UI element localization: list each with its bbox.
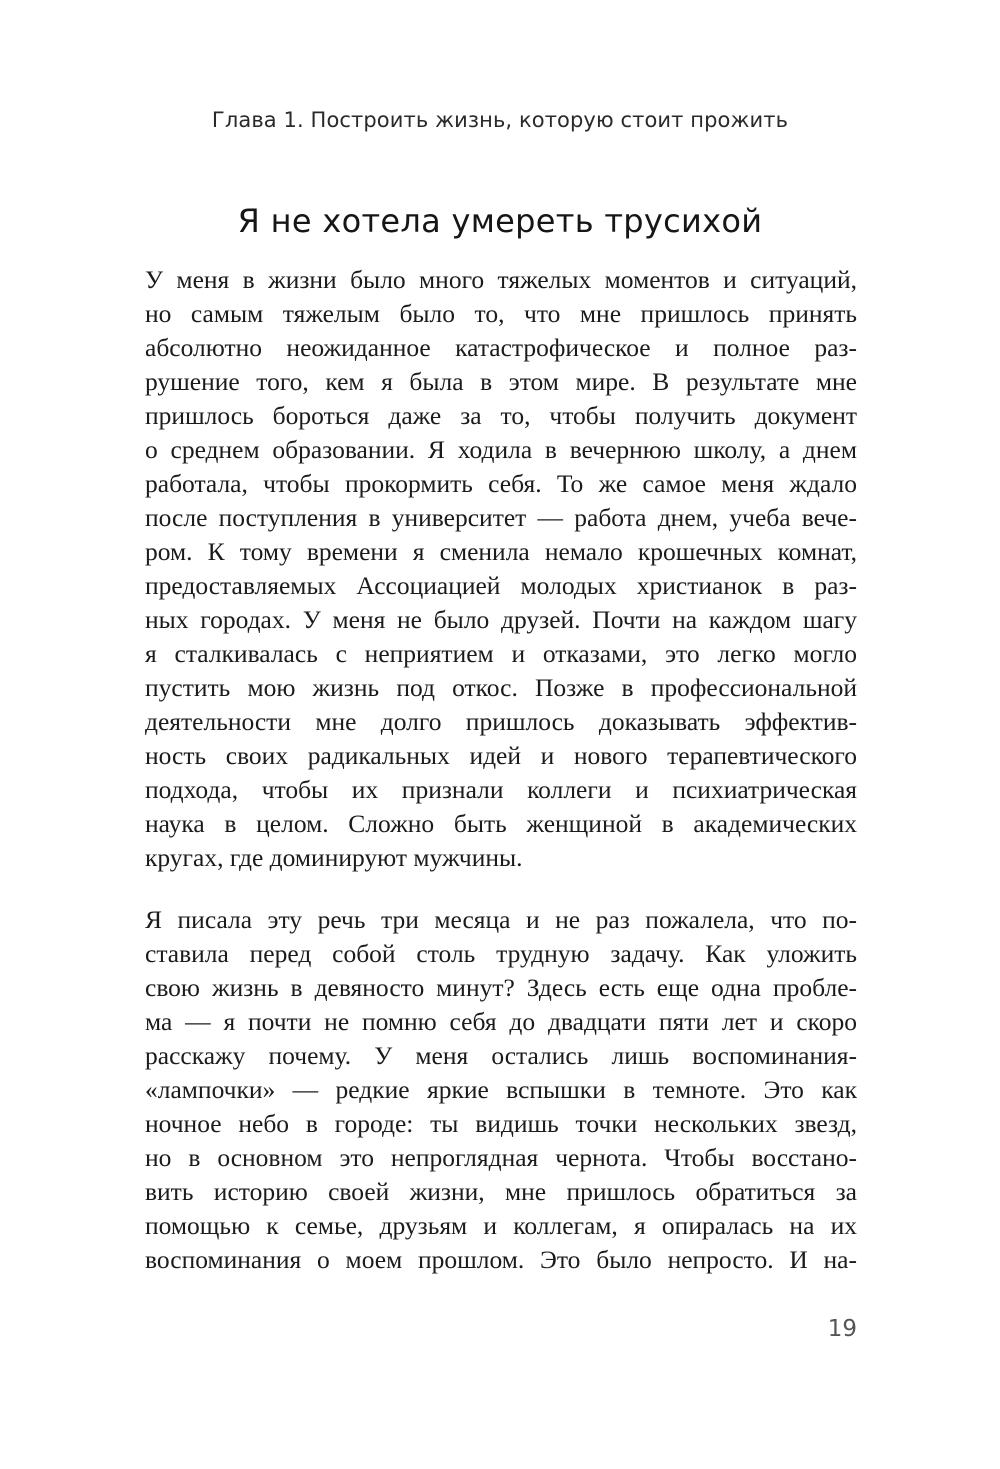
text-line: абсолютно неожиданное катастрофическое и полное раз- bbox=[145, 333, 857, 362]
text-line: ность своих радикальных идей и нового терапевтического bbox=[145, 741, 857, 770]
paragraph-2 bbox=[145, 903, 857, 1277]
section-title: Я не хотела умереть трусихой bbox=[237, 202, 763, 240]
text-line: о среднем образовании. Я ходила в вечернюю школу, а днем bbox=[145, 435, 857, 464]
text-line: ма — я почти не помню себя до двадцати пяти лет и скоро bbox=[145, 1007, 857, 1036]
text-line: я сталкивалась с неприятием и отказами, это легко могло bbox=[145, 639, 857, 668]
text-line: воспоминания о моем прошлом. Это было непросто. И на- bbox=[145, 1245, 857, 1274]
running-head: Глава 1. Построить жизнь, которую стоит прожить bbox=[211, 108, 789, 132]
text-line: наука в целом. Сложно быть женщиной в академических bbox=[145, 809, 857, 838]
text-line: работала, чтобы прокормить себя. То же самое меня ждало bbox=[145, 469, 857, 498]
text-line: рушение того, кем я была в этом мире. В результате мне bbox=[145, 367, 857, 396]
text-line: но в основном это непроглядная чернота. Чтобы восстано- bbox=[145, 1143, 857, 1172]
text-line: после поступления в университет — работа днем, учеба вече- bbox=[145, 503, 857, 532]
text-line: ставила перед собой столь трудную задачу. Как уложить bbox=[145, 939, 857, 968]
text-line: деятельности мне долго пришлось доказывать эффектив- bbox=[145, 707, 857, 736]
page-number: 19 bbox=[827, 1316, 857, 1342]
text-line: ных городах. У меня не было друзей. Почти на каждом шагу bbox=[145, 605, 857, 634]
text-line: вить историю своей жизни, мне пришлось обратиться за bbox=[145, 1177, 857, 1206]
text-line: помощью к семье, друзьям и коллегам, я опиралась на их bbox=[145, 1211, 857, 1240]
text-line: кругах, где доминируют мужчины. bbox=[145, 843, 523, 872]
text-line: расскажу почему. У меня остались лишь воспоминания- bbox=[145, 1041, 857, 1070]
text-line: свою жизнь в девяносто минут? Здесь есть еще одна пробле- bbox=[145, 973, 857, 1002]
text-line: пришлось бороться даже за то, чтобы получить документ bbox=[145, 401, 857, 430]
text-line: У меня в жизни было много тяжелых моментов и ситуаций, bbox=[145, 265, 857, 294]
text-line: но самым тяжелым было то, что мне пришлось принять bbox=[145, 299, 857, 328]
text-line: пустить мою жизнь под откос. Позже в профессиональной bbox=[145, 673, 857, 702]
text-line: подхода, чтобы их признали коллеги и психиатрическая bbox=[145, 775, 857, 804]
paragraph-1 bbox=[145, 263, 857, 875]
text-line: Я писала эту речь три месяца и не раз пожалела, что по- bbox=[145, 905, 857, 934]
text-line: «лампочки» — редкие яркие вспышки в темноте. Это как bbox=[145, 1075, 857, 1104]
text-line: ночное небо в городе: ты видишь точки нескольких звезд, bbox=[145, 1109, 857, 1138]
text-line: ром. К тому времени я сменила немало крошечных комнат, bbox=[145, 537, 857, 566]
text-line: предоставляемых Ассоциацией молодых христианок в раз- bbox=[145, 571, 857, 600]
